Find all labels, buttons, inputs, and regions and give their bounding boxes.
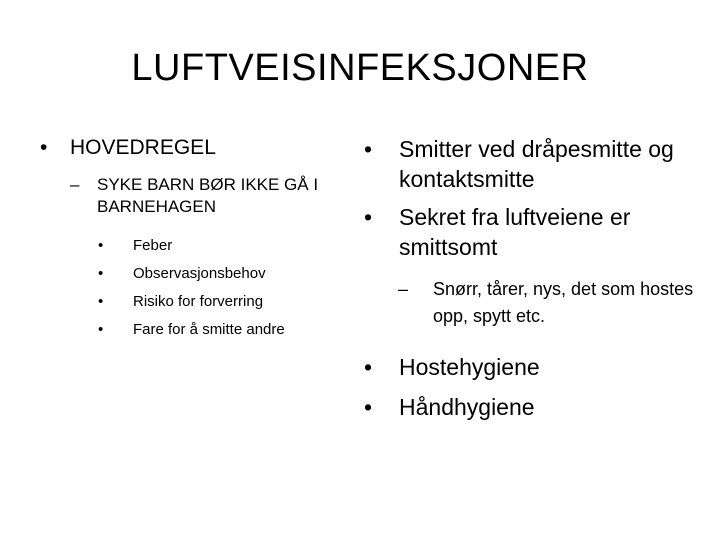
bullet-icon: • [364, 394, 373, 420]
left-sub-list [40, 174, 350, 218]
detail-item-fare [40, 316, 350, 344]
right-sub-list [362, 276, 702, 330]
bullet-item-sekret [362, 202, 702, 262]
detail-item-risiko [40, 288, 350, 316]
bullet-icon: • [98, 293, 104, 310]
detail-item-observasjonsbehov [40, 260, 350, 288]
bullet-icon: • [98, 321, 104, 338]
bullet-item-handhygiene [362, 392, 702, 422]
detail-item-text: Fare for å smitte andre [133, 321, 285, 338]
bullet-text: Hostehygiene [399, 354, 540, 380]
detail-item-text: Feber [133, 237, 173, 254]
detail-item-feber [40, 232, 350, 260]
bullet-item-hovedregel [40, 134, 350, 162]
detail-item-text: Observasjonsbehov [133, 265, 266, 282]
sub-item-snorr [362, 276, 702, 330]
bullet-item-smitter [362, 134, 702, 194]
slide-title: LUFTVEISINFEKSJONER [131, 47, 589, 89]
right-more-list [362, 352, 702, 422]
bullet-icon: • [364, 136, 373, 162]
detail-item-text: Risiko for forverring [133, 293, 264, 310]
bullet-item-hostehygiene [362, 352, 702, 382]
sub-item-text: SYKE BARN BØR IKKE GÅ I BARNEHAGEN [97, 175, 319, 216]
bullet-text: HOVEDREGEL [70, 136, 216, 159]
bullet-text: Håndhygiene [399, 394, 535, 420]
bullet-icon: • [98, 265, 104, 282]
left-column [40, 134, 350, 344]
right-bullet-list [362, 134, 702, 262]
sub-item-text: Snørr, tårer, nys, det som hostes opp, spytt etc. [433, 279, 694, 326]
bullet-icon: • [364, 204, 373, 230]
bullet-icon: • [364, 354, 373, 380]
bullet-text: Smitter ved dråpesmitte og kontaktsmitte [399, 136, 674, 192]
bullet-text: Sekret fra luftveiene er smittsomt [399, 204, 631, 260]
right-column [362, 134, 702, 432]
sub-item-syke-barn [40, 174, 350, 218]
left-detail-list [40, 232, 350, 344]
bullet-icon: • [40, 136, 48, 159]
dash-icon: – [398, 279, 409, 299]
bullet-icon: • [98, 237, 104, 254]
left-bullet-list [40, 134, 350, 162]
dash-icon: – [70, 175, 80, 194]
